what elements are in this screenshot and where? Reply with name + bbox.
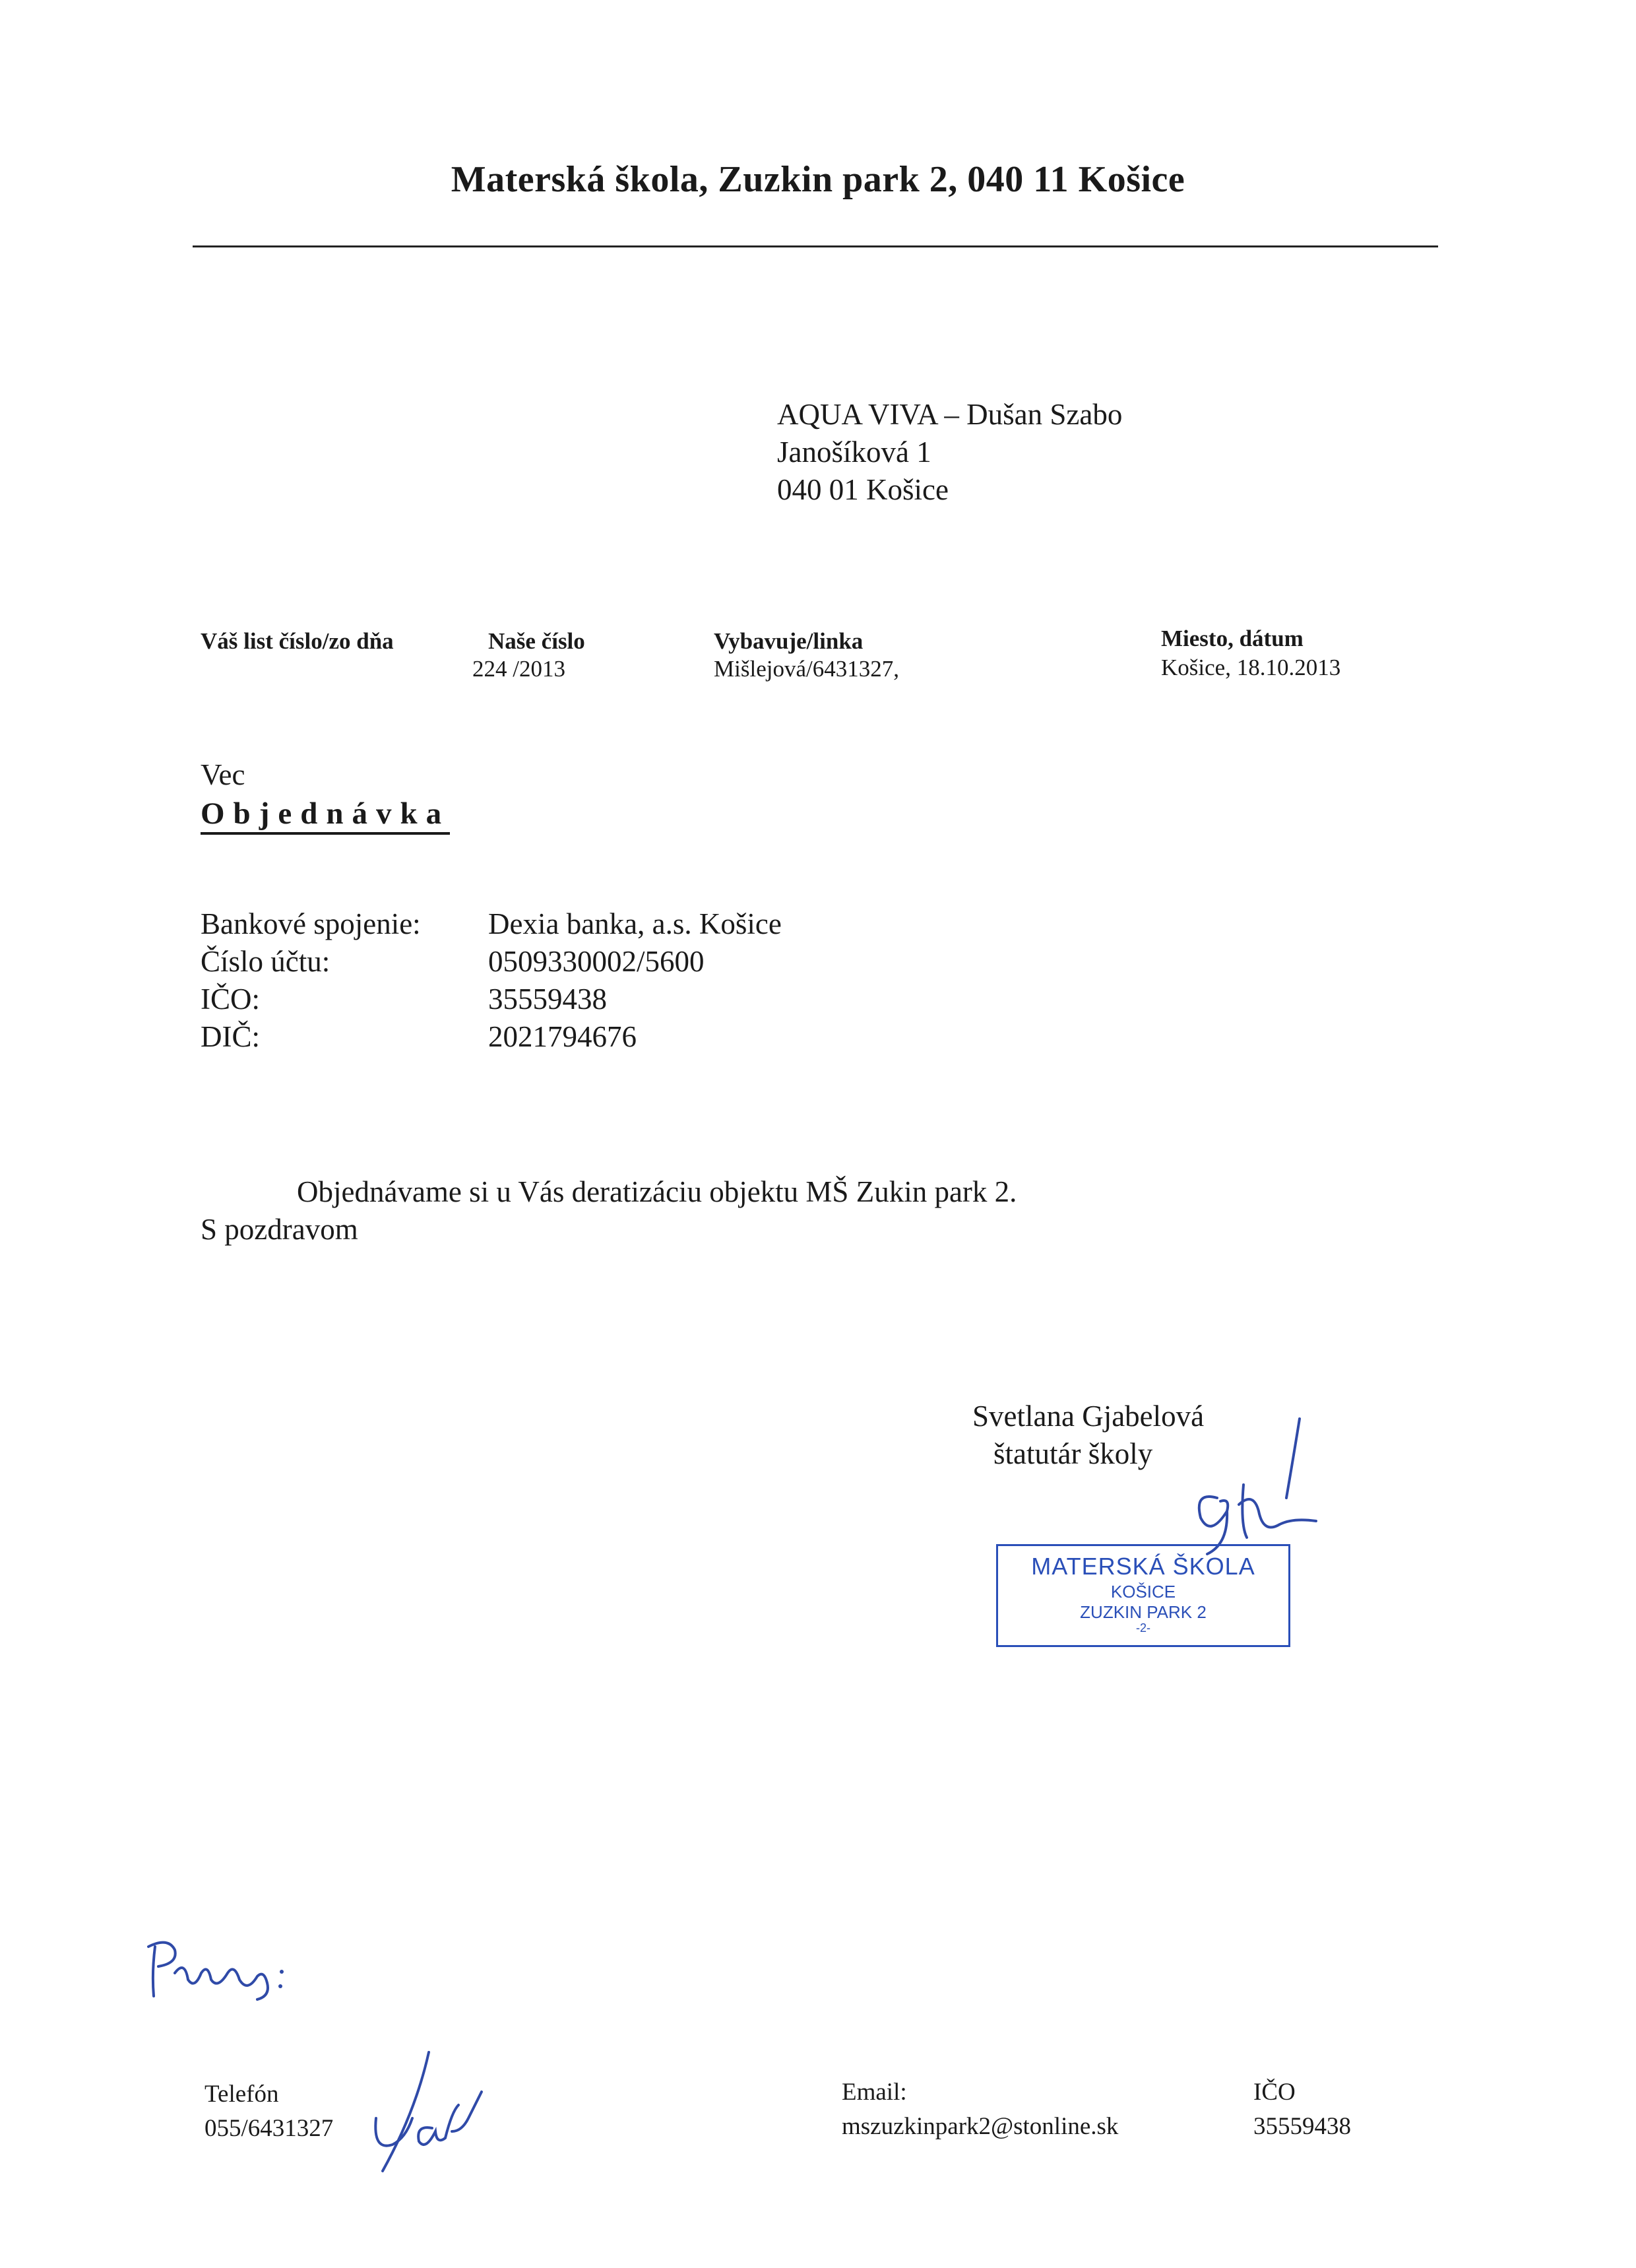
ico-label: IČO:: [201, 983, 260, 1016]
bank-value: Dexia banka, a.s. Košice: [488, 907, 782, 940]
footer-ico-value: 35559438: [1253, 2113, 1351, 2140]
letterhead-divider: [193, 245, 1438, 247]
school-stamp: [996, 1544, 1290, 1647]
account-number-label: Číslo účtu:: [201, 945, 330, 978]
footer-phone: [204, 2077, 333, 2146]
dic-value: 2021794676: [488, 1020, 637, 1053]
account-number-value: 0509330002/5600: [488, 945, 705, 978]
subject-title: Objednávka: [201, 795, 450, 835]
bank-details-labels: [201, 905, 421, 1056]
recipient-street: Janošíková 1: [777, 436, 931, 469]
dic-label: DIČ:: [201, 1020, 260, 1053]
subject-label: Vec: [201, 758, 245, 791]
ico-value: 35559438: [488, 983, 607, 1016]
signer-block: [972, 1398, 1204, 1473]
our-number-label: Naše číslo: [488, 628, 585, 654]
handwritten-received-note: [135, 1933, 307, 2013]
email-value: mszuzkinpark2@stonline.sk: [842, 2113, 1119, 2140]
closing-text: S pozdravom: [201, 1213, 358, 1246]
handwritten-initials: [369, 2046, 501, 2178]
signer-name: Svetlana Gjabelová: [972, 1400, 1205, 1433]
recipient-address: [777, 396, 1122, 509]
stamp-line-2: KOŠICE: [1110, 1582, 1176, 1602]
handled-by-value: Mišlejová/6431327,: [714, 656, 899, 682]
place-date-label: Miesto, dátum: [1161, 626, 1304, 651]
bank-details-values: [488, 905, 782, 1056]
recipient-city: 040 01 Košice: [777, 473, 949, 506]
handled-by-label: Vybavuje/linka: [714, 628, 864, 654]
footer-email: [842, 2075, 1118, 2144]
stamp-line-3: ZUZKIN PARK 2: [1080, 1602, 1207, 1622]
stamp-line-1: MATERSKÁ ŠKOLA: [1031, 1553, 1255, 1580]
phone-value: 055/6431327: [204, 2115, 334, 2142]
footer-ico: [1253, 2075, 1351, 2144]
director-signature: [1181, 1412, 1333, 1557]
stamp-line-4: -2-: [1136, 1621, 1150, 1635]
your-letter-label: Váš list číslo/zo dňa: [201, 628, 394, 654]
phone-label: Telefón: [204, 2081, 279, 2108]
body-text: Objednávame si u Vás deratizáciu objektu MŠ Zukin park 2.: [297, 1175, 1017, 1208]
footer-ico-label: IČO: [1253, 2079, 1296, 2106]
recipient-name: AQUA VIVA – Dušan Szabo: [777, 398, 1123, 431]
signer-role: štatutár školy: [993, 1437, 1153, 1470]
bank-label: Bankové spojenie:: [201, 907, 421, 940]
email-label: Email:: [842, 2079, 907, 2106]
letterhead-title: Materská škola, Zuzkin park 2, 040 11 Košice: [451, 159, 1185, 200]
our-number-value: 224 /2013: [472, 656, 565, 682]
place-date-value: Košice, 18.10.2013: [1161, 655, 1341, 680]
